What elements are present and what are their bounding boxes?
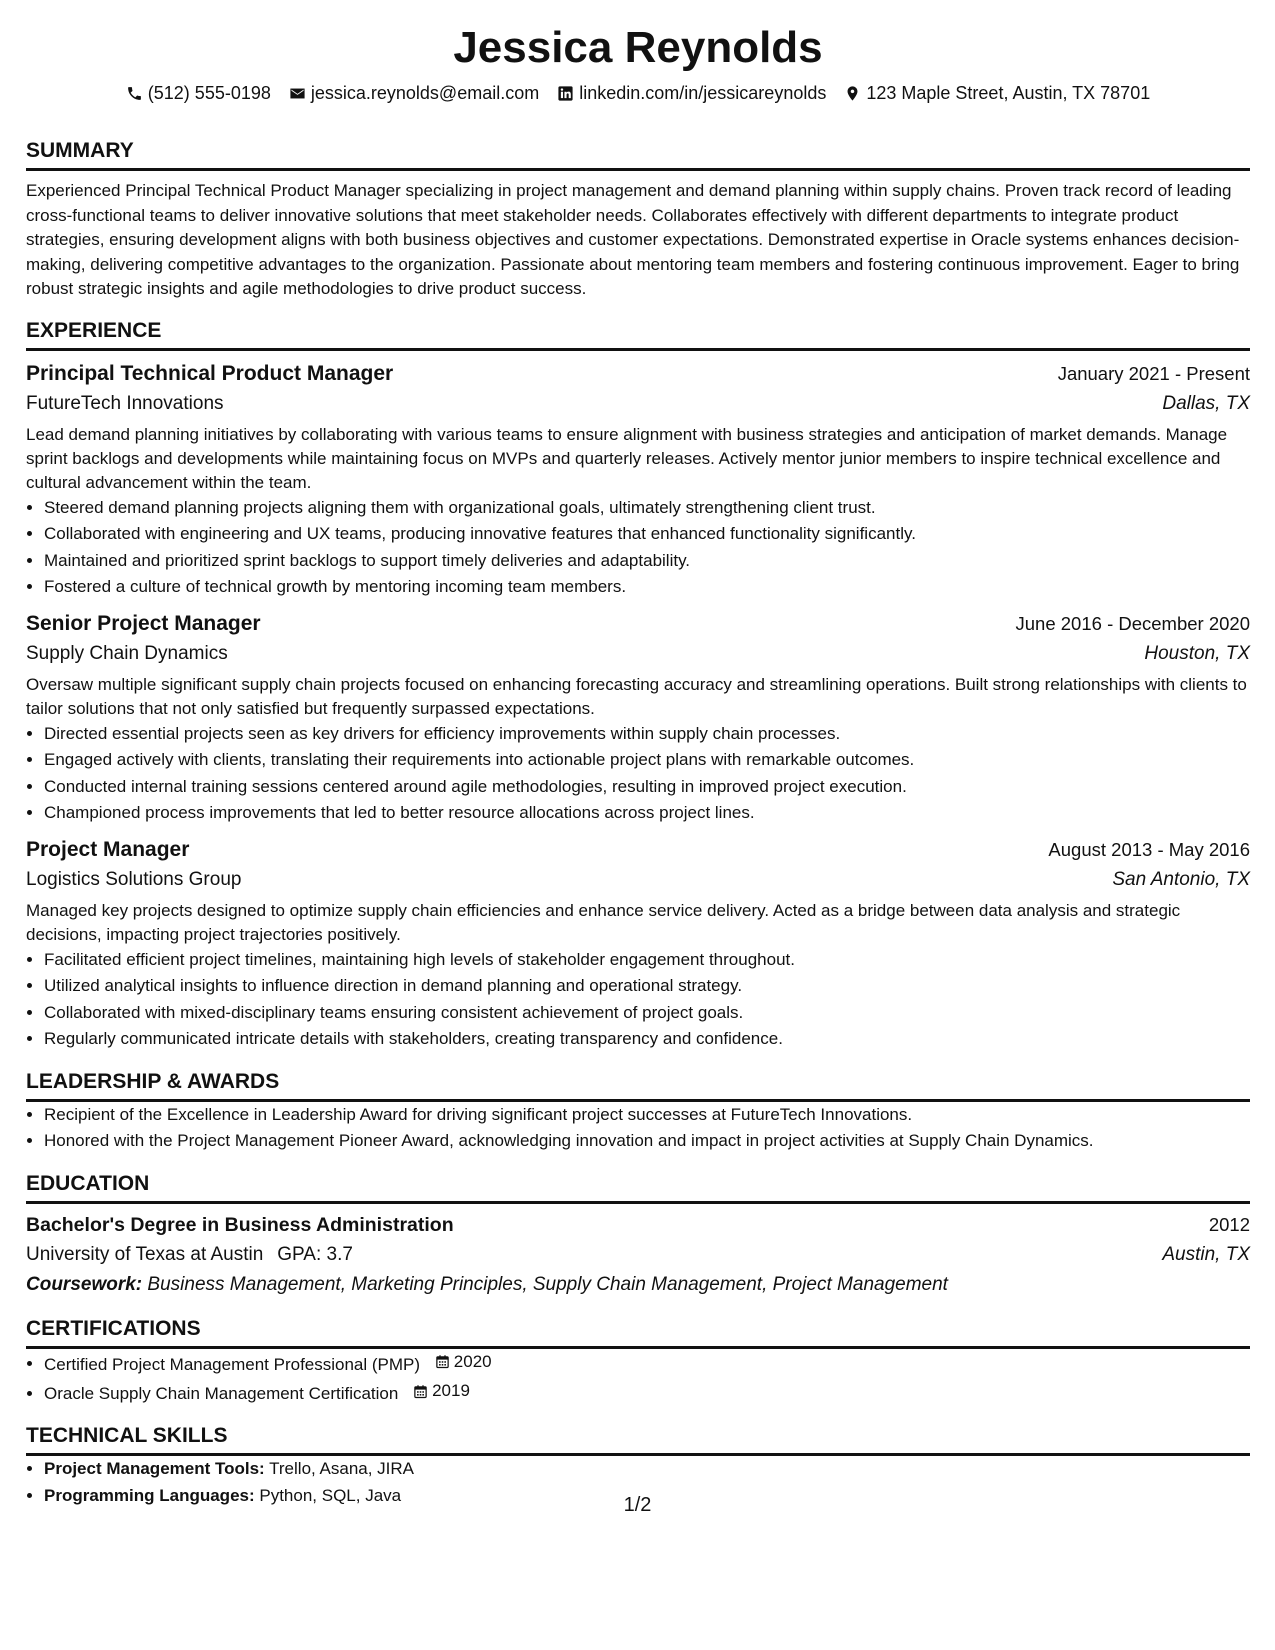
list-item: • Engaged actively with clients, translating their requirements into actionable project plans with remarkable outcomes. — [44, 747, 1250, 774]
job-location: San Antonio, TX — [1112, 868, 1250, 890]
list-item: • Steered demand planning projects aligning them with organizational goals, ultimately strengthening client trust. — [44, 495, 1250, 522]
certification-name: Certified Project Management Professional (PMP) — [44, 1354, 421, 1374]
skill-label: Programming Languages: — [44, 1485, 255, 1505]
list-item: • Conducted internal training sessions centered around agile methodologies, resulting in improved project execution. — [44, 774, 1250, 801]
experience-section — [26, 302, 1250, 1053]
leadership-list — [26, 1102, 1250, 1155]
resume-page — [26, 0, 1250, 1509]
linkedin-text[interactable]: linkedin.com/in/jessicareynolds — [579, 83, 827, 103]
certification-year: 2019 — [432, 1380, 470, 1400]
phone-text: (512) 555-0198 — [147, 83, 271, 103]
education-school: University of Texas at Austin — [26, 1243, 264, 1265]
section-title-summary: SUMMARY — [26, 122, 1250, 171]
certification-date — [413, 1378, 470, 1405]
list-item — [44, 1456, 1250, 1483]
list-item: • Regularly communicated intricate details with stakeholders, creating transparency and confidence. — [44, 1026, 1250, 1053]
education-location: Austin, TX — [1162, 1243, 1250, 1265]
job-dates: August 2013 - May 2016 — [1048, 838, 1250, 860]
job-location: Dallas, TX — [1162, 392, 1250, 414]
certifications-section — [26, 1300, 1250, 1408]
section-title-certifications: CERTIFICATIONS — [26, 1300, 1250, 1349]
linkedin-icon — [557, 85, 574, 102]
skill-value: Trello, Asana, JIRA — [269, 1459, 415, 1478]
job-company: FutureTech Innovations — [26, 392, 224, 414]
contact-email[interactable] — [289, 82, 539, 104]
page-number: 1/2 — [623, 1494, 652, 1516]
job-entry — [26, 359, 1250, 601]
education-year: 2012 — [1208, 1213, 1250, 1235]
coursework-label: Coursework: — [26, 1273, 143, 1295]
job-entry — [26, 609, 1250, 827]
contact-linkedin[interactable] — [557, 82, 826, 104]
certification-date — [435, 1349, 492, 1376]
list-item — [44, 1378, 1250, 1407]
education-section — [26, 1155, 1250, 1300]
job-title: Project Manager — [26, 837, 190, 861]
job-dates: January 2021 - Present — [1057, 362, 1250, 384]
contact-bar — [26, 82, 1250, 104]
list-item: • Utilized analytical insights to influence direction in demand planning and operational strategy. — [44, 973, 1250, 1000]
section-title-leadership: LEADERSHIP & AWARDS — [26, 1053, 1250, 1102]
list-item: • Facilitated efficient project timelines, maintaining high levels of stakeholder engagement throughout. — [44, 947, 1250, 974]
phone-icon — [126, 85, 143, 102]
job-bullets — [26, 495, 1250, 601]
list-item: • Recipient of the Excellence in Leadership Award for driving significant project successes at FutureTech Innovations. — [44, 1102, 1250, 1129]
candidate-name: Jessica Reynolds — [453, 23, 823, 72]
list-item: • Honored with the Project Management Pioneer Award, acknowledging innovation and impact in project activities at Supply Chain Dynamics. — [44, 1128, 1250, 1155]
job-entry — [26, 835, 1250, 1053]
job-company: Logistics Solutions Group — [26, 868, 242, 890]
job-description: Managed key projects designed to optimize supply chain efficiencies and enhance service delivery. Acted as a bridge between data analysis and strategic decisions, impacting project trajectories positively. — [26, 900, 1181, 944]
list-item: • Directed essential projects seen as key drivers for efficiency improvements within supply chain processes. — [44, 721, 1250, 748]
list-item: • Fostered a culture of technical growth by mentoring incoming team members. — [44, 574, 1250, 601]
list-item: • Collaborated with engineering and UX teams, producing innovative features that enhanced functionality significantly. — [44, 521, 1250, 548]
skill-value: Python, SQL, Java — [259, 1485, 402, 1505]
calendar-icon — [413, 1384, 428, 1399]
skill-label: Project Management Tools: — [44, 1459, 265, 1478]
education-school-line — [26, 1241, 353, 1269]
map-pin-icon — [844, 85, 861, 102]
education-gpa: GPA: 3.7 — [277, 1243, 353, 1265]
contact-phone — [126, 82, 271, 104]
summary-text: Experienced Principal Technical Product Manager specializing in project management and demand planning within supply chains. Proven track record of leading cross-functional teams to deliver innovative solutions that meet stakeholder needs. Collaborates effectively with different departments to integrate product strategies, ensuring development aligns with both business objectives and customer expectations. Demonstrated expertise in Oracle systems enhances decision-making, delivering competitive advantages to the organization. Passionate about mentoring team members and fostering continuous improvement. Eager to bring robust strategic insights and agile methodologies to drive product success. — [26, 181, 1240, 298]
list-item — [44, 1349, 1250, 1378]
email-text[interactable]: jessica.reynolds@email.com — [310, 83, 540, 103]
section-title-education: EDUCATION — [26, 1155, 1250, 1204]
coursework-line — [26, 1270, 1250, 1300]
certification-year: 2020 — [453, 1351, 492, 1371]
job-bullets — [26, 947, 1250, 1053]
job-description: Lead demand planning initiatives by collaborating with various teams to ensure alignment with business strategies and anticipation of market demands. Manage sprint backlogs and developments while maintaining focus on MVPs and quarterly releases. Actively mentor junior members to inspire technical excellence and cultural advancement within the team. — [26, 424, 1228, 492]
certification-name: Oracle Supply Chain Management Certification — [44, 1383, 399, 1403]
envelope-icon — [289, 85, 306, 102]
list-item: • Maintained and prioritized sprint backlogs to support timely deliveries and adaptability. — [44, 548, 1250, 575]
job-description: Oversaw multiple significant supply chain projects focused on enhancing forecasting accuracy and streamlining operations. Built strong relationships with clients to tailor solutions that not only satisfied but frequently surpassed expectations. — [26, 674, 1247, 718]
summary-section — [26, 122, 1250, 302]
section-title-skills: TECHNICAL SKILLS — [26, 1407, 1250, 1456]
calendar-icon — [435, 1354, 450, 1369]
education-degree: Bachelor's Degree in Business Administration — [26, 1213, 454, 1236]
certifications-list — [26, 1349, 1250, 1408]
list-item: • Championed process improvements that led to better resource allocations across project lines. — [44, 800, 1250, 827]
list-item: • Collaborated with mixed-disciplinary teams ensuring consistent achievement of project goals. — [44, 1000, 1250, 1027]
job-dates: June 2016 - December 2020 — [1015, 612, 1250, 634]
section-title-experience: EXPERIENCE — [26, 302, 1250, 351]
address-text: 123 Maple Street, Austin, TX 78701 — [866, 83, 1151, 103]
job-location: Houston, TX — [1144, 642, 1250, 664]
coursework-text: Business Management, Marketing Principles, Supply Chain Management, Project Management — [147, 1273, 948, 1295]
job-bullets — [26, 721, 1250, 827]
leadership-section — [26, 1053, 1250, 1155]
job-title: Senior Project Manager — [26, 611, 261, 635]
contact-address — [844, 82, 1150, 104]
job-company: Supply Chain Dynamics — [26, 642, 228, 664]
job-title: Principal Technical Product Manager — [26, 361, 394, 385]
